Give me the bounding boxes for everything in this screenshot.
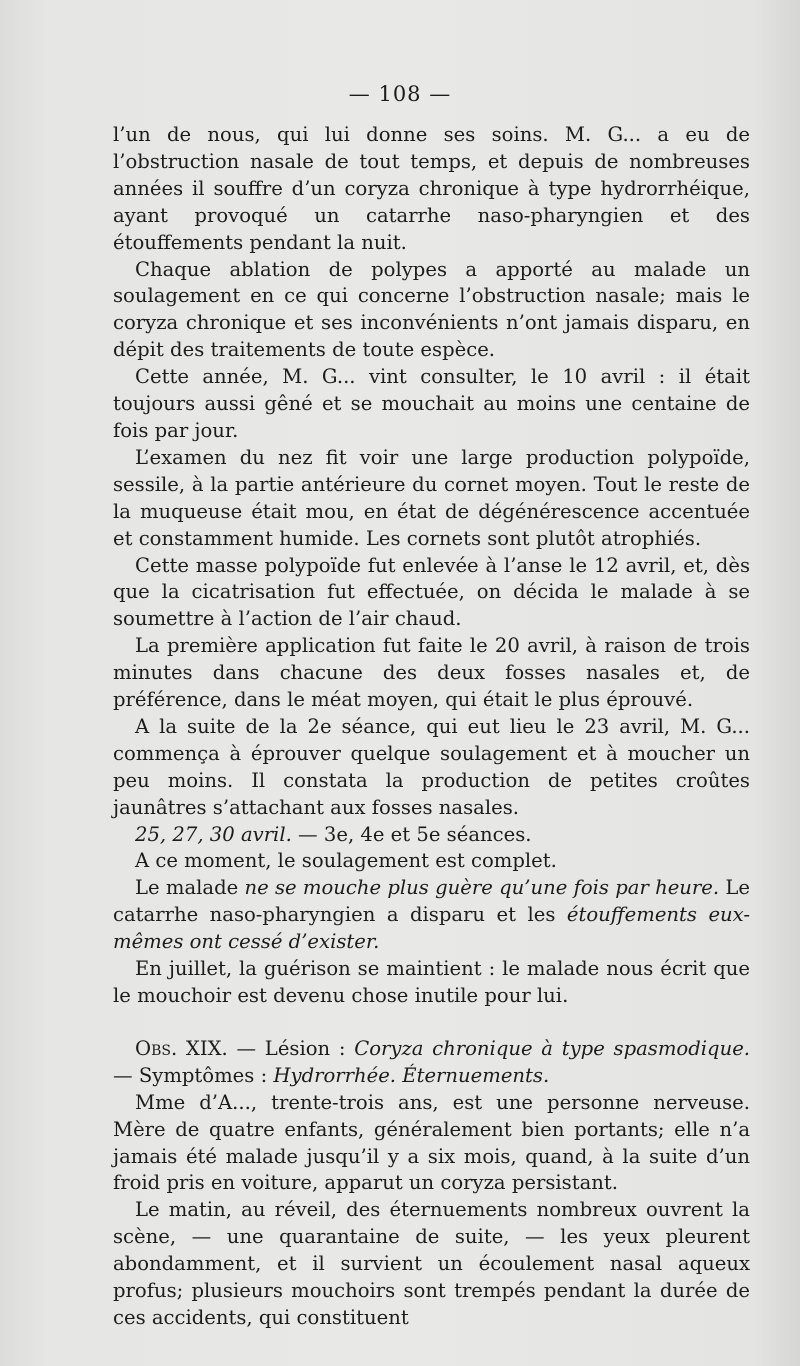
text-span: Le malade	[135, 876, 245, 900]
italic-span: ne se mouche plus guère qu’une fois par heure.	[244, 876, 720, 900]
text-span: Le catarrhe naso-pharyngien a disparu et les	[113, 876, 750, 927]
paragraph: Mme d’A..., trente-trois ans, est une personne nerveuse. Mère de quatre enfants, généralement bien portants; elle n’a jamais été malade jusqu’il y a six mois, quand, à la suite d’un froid pris en voiture, apparut un coryza persistant.	[113, 1090, 750, 1195]
lesion-text: Coryza chronique à type spasmodique.	[354, 1036, 751, 1060]
paragraph: Cette masse polypoïde fut enlevée à l’anse le 12 avril, et, dès que la cicatrisation fut effectuée, on décida le malade à se soumettre à l’action de l’air chaud.	[113, 553, 750, 631]
paragraph: A la suite de la 2e séance, qui eut lieu le 23 avril, M. G... commença à éprouver quelque soulagement et à moucher un peu moins. Il constata la production de petites croûtes jaunâtres s’attachant aux fosses nasales.	[113, 714, 750, 819]
paragraph: La première application fut faite le 20 avril, à raison de trois minutes dans chacune des deux fosses nasales et, de préférence, dans le méat moyen, qui était le plus éprouvé.	[113, 634, 750, 712]
paragraph: l’un de nous, qui lui donne ses soins. M. G... a eu de l’obstruction nasale de tout temps, et depuis de nombreuses années il souffre d’un coryza chronique à type hydrorrhéique, ayant provoqué un catarrhe naso-pharyngien et des étouffements pendant la nuit.	[113, 123, 750, 254]
observation-heading	[113, 1036, 750, 1090]
dates-italic: 25, 27, 30 avril.	[135, 822, 292, 846]
symptoms-text: Hydrorrhée. Éternuements.	[273, 1063, 550, 1087]
paragraph	[113, 822, 750, 849]
page-number: — 108 —	[348, 82, 452, 106]
paragraph: Chaque ablation de polypes a apporté au malade un soulagement en ce qui concerne l’obstruction nasale; mais le coryza chronique et ses inconvénients n’ont jamais disparu, en dépit des traitements de toute espèce.	[113, 257, 750, 362]
text-span: — Symptômes :	[113, 1063, 274, 1087]
paragraph: En juillet, la guérison se maintient : le malade nous écrit que le mouchoir est devenu chose inutile pour lui.	[113, 957, 750, 1007]
paragraph	[113, 875, 750, 956]
sessions-text: — 3e, 4e et 5e séances.	[291, 822, 532, 846]
paragraph: Cette année, M. G... vint consulter, le 10 avril : il était toujours aussi gêné et se mouchait au moins une centaine de fois par jour.	[113, 365, 750, 442]
italic-span: étouffements eux-mêmes ont cessé d’exister.	[113, 903, 750, 954]
paragraph: Le matin, au réveil, des éternuements nombreux ouvrent la scène, — une quarantaine de suite, — les yeux pleurent abondamment, et il survient un écoulement nasal aqueux profus; plusieurs mouchoirs sont trempés pendant la durée de ces accidents, qui constituent	[113, 1198, 750, 1329]
body-text	[113, 122, 750, 1332]
observation-label: Obs. XIX.	[135, 1036, 228, 1060]
text-span: — Lésion :	[227, 1036, 355, 1060]
paragraph: A ce moment, le soulagement est complet.	[135, 849, 557, 873]
paragraph: L’examen du nez fit voir une large production polypoïde, sessile, à la partie antérieure du cornet moyen. Tout le reste de la muqueuse était mou, en état de dégénérescence accentuée et constamment humide. Les cornets sont plutôt atrophiés.	[113, 445, 750, 550]
